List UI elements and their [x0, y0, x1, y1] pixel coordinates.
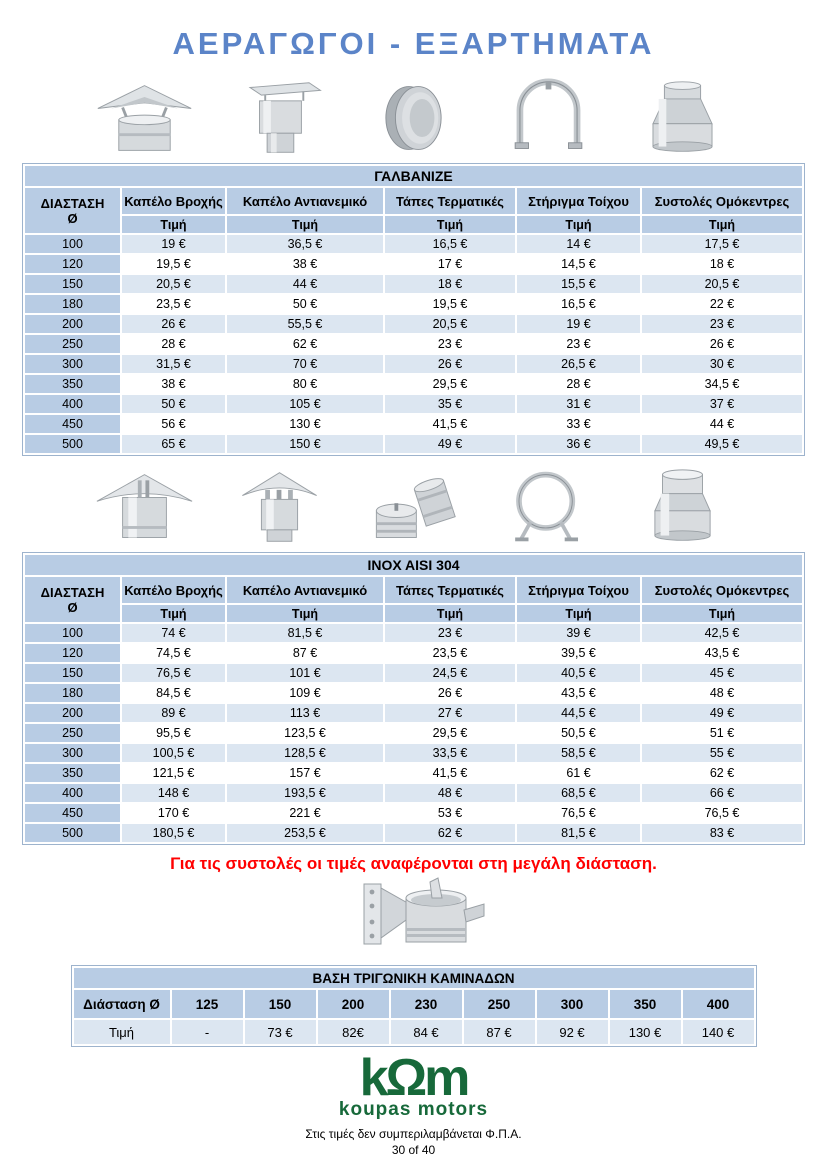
table-row: [25, 315, 802, 333]
price-cell: -: [172, 1020, 243, 1044]
size-cell: 200: [25, 704, 120, 722]
price-cell: 83 €: [642, 824, 802, 842]
table-row: [25, 684, 802, 702]
price-cell: 36 €: [517, 435, 640, 453]
price-cell: 180,5 €: [122, 824, 225, 842]
price-cell: 17,5 €: [642, 235, 802, 253]
price-cell: 66 €: [642, 784, 802, 802]
page-number: 30 of 40: [391, 1143, 436, 1158]
price-cell: 29,5 €: [385, 724, 515, 742]
price-cell: 65 €: [122, 435, 225, 453]
vat-note: Στις τιμές δεν συμπεριλαμβάνεται Φ.Π.Α.: [305, 1127, 522, 1142]
size-cell: 500: [25, 824, 120, 842]
dimension-header: [25, 188, 120, 233]
koupas-motors-logo: [0, 1049, 827, 1121]
price-cell: 16,5 €: [517, 295, 640, 313]
price-cell: 23 €: [642, 315, 802, 333]
price-cell: 87 €: [227, 644, 383, 662]
dimension-header-line2: Ø: [67, 210, 78, 226]
price-label: Τιμή: [227, 216, 383, 233]
table-title: ΓΑΛΒΑΝΙΖΕ: [25, 166, 802, 186]
price-cell: 53 €: [385, 804, 515, 822]
wall-bracket-galvanized-image: [493, 74, 603, 158]
price-cell: 38 €: [227, 255, 383, 273]
price-cell: 100,5 €: [122, 744, 225, 762]
size-cell: 350: [25, 375, 120, 393]
column-header: Στήριγμα Τοίχου: [517, 577, 640, 603]
table-row: [25, 375, 802, 393]
price-cell: 18 €: [385, 275, 515, 293]
size-cell: 500: [25, 435, 120, 453]
price-cell: 29,5 €: [385, 375, 515, 393]
rain-cap-galvanized-image: [90, 74, 200, 158]
size-header: 200: [318, 990, 389, 1018]
size-cell: 450: [25, 804, 120, 822]
price-cell: 26,5 €: [517, 355, 640, 373]
size-cell: 180: [25, 684, 120, 702]
price-cell: 73 €: [245, 1020, 316, 1044]
price-cell: 221 €: [227, 804, 383, 822]
price-cell: 76,5 €: [642, 804, 802, 822]
table-row: [25, 824, 802, 842]
price-cell: 55 €: [642, 744, 802, 762]
price-cell: 23 €: [517, 335, 640, 353]
table-row: [25, 275, 802, 293]
size-header: 125: [172, 990, 243, 1018]
size-cell: 200: [25, 315, 120, 333]
price-cell: 140 €: [683, 1020, 754, 1044]
price-cell: 41,5 €: [385, 415, 515, 433]
column-header: Τάπες Τερματικές: [385, 188, 515, 214]
price-cell: 92 €: [537, 1020, 608, 1044]
size-cell: 300: [25, 744, 120, 762]
size-cell: 120: [25, 255, 120, 273]
price-cell: 56 €: [122, 415, 225, 433]
price-cell: 20,5 €: [385, 315, 515, 333]
price-cell: 26 €: [642, 335, 802, 353]
column-header: Καπέλο Αντιανεμικό: [227, 188, 383, 214]
price-cell: 19,5 €: [122, 255, 225, 273]
price-cell: 123,5 €: [227, 724, 383, 742]
dimension-header-line2: Ø: [67, 599, 78, 615]
price-cell: 20,5 €: [122, 275, 225, 293]
table-row: [25, 355, 802, 373]
price-label: Τιμή: [385, 216, 515, 233]
price-cell: 62 €: [227, 335, 383, 353]
price-cell: 38 €: [122, 375, 225, 393]
table-title: INOX AISI 304: [25, 555, 802, 575]
size-cell: 400: [25, 784, 120, 802]
price-cell: 76,5 €: [122, 664, 225, 682]
rain-cap-inox-image: [90, 463, 200, 547]
price-cell: 31,5 €: [122, 355, 225, 373]
price-cell: 34,5 €: [642, 375, 802, 393]
price-cell: 51 €: [642, 724, 802, 742]
logo-text: kΩm: [359, 1049, 468, 1107]
price-cell: 50,5 €: [517, 724, 640, 742]
table-row: [25, 395, 802, 413]
dimension-header-line1: ΔΙΑΣΤΑΣΗ: [40, 584, 105, 600]
size-cell: 100: [25, 624, 120, 642]
price-cell: 49 €: [385, 435, 515, 453]
table-row: [25, 804, 802, 822]
column-header: Συστολές Ομόκεντρες: [642, 577, 802, 603]
end-caps-inox-image: [359, 463, 469, 547]
price-cell: 19 €: [122, 235, 225, 253]
table-row: [25, 624, 802, 642]
price-cell: 44 €: [227, 275, 383, 293]
price-cell: 23,5 €: [122, 295, 225, 313]
price-cell: 82€: [318, 1020, 389, 1044]
wall-bracket-inox-image: [493, 463, 603, 547]
size-header: 350: [610, 990, 681, 1018]
price-cell: 45 €: [642, 664, 802, 682]
price-cell: 170 €: [122, 804, 225, 822]
price-cell: 113 €: [227, 704, 383, 722]
price-cell: 61 €: [517, 764, 640, 782]
price-label: Τιμή: [385, 605, 515, 622]
price-cell: 50 €: [227, 295, 383, 313]
size-cell: 250: [25, 335, 120, 353]
dimension-header-line1: ΔΙΑΣΤΑΣΗ: [40, 195, 105, 211]
price-cell: 101 €: [227, 664, 383, 682]
column-header: Καπέλο Βροχής: [122, 577, 225, 603]
price-cell: 19 €: [517, 315, 640, 333]
galvanize-price-table: [23, 164, 804, 455]
price-cell: 157 €: [227, 764, 383, 782]
price-cell: 62 €: [642, 764, 802, 782]
price-label: Τιμή: [642, 605, 802, 622]
price-label: Τιμή: [642, 216, 802, 233]
column-header: Συστολές Ομόκεντρες: [642, 188, 802, 214]
price-label: Τιμή: [74, 1020, 170, 1044]
price-cell: 23 €: [385, 335, 515, 353]
size-cell: 400: [25, 395, 120, 413]
price-cell: 26 €: [122, 315, 225, 333]
table-row: [25, 415, 802, 433]
size-cell: 150: [25, 664, 120, 682]
price-cell: 95,5 €: [122, 724, 225, 742]
price-cell: 70 €: [227, 355, 383, 373]
table-row: [25, 724, 802, 742]
table-row: [25, 644, 802, 662]
table-row: [25, 235, 802, 253]
price-cell: 121,5 €: [122, 764, 225, 782]
price-cell: 27 €: [385, 704, 515, 722]
price-cell: 44 €: [642, 415, 802, 433]
size-header: 400: [683, 990, 754, 1018]
price-cell: 28 €: [517, 375, 640, 393]
price-cell: 55,5 €: [227, 315, 383, 333]
table-row: [25, 295, 802, 313]
page-title: ΑΕΡΑΓΩΓΟΙ - ΕΞΑΡΤΗΜΑΤΑ: [172, 26, 655, 61]
price-cell: 84 €: [391, 1020, 462, 1044]
reducer-price-note: Για τις συστολές οι τιμές αναφέρονται στη μεγάλη διάσταση.: [170, 854, 657, 873]
table-row: [25, 744, 802, 762]
price-cell: 43,5 €: [517, 684, 640, 702]
price-label: Τιμή: [122, 216, 225, 233]
price-cell: 49,5 €: [642, 435, 802, 453]
price-cell: 28 €: [122, 335, 225, 353]
price-cell: 84,5 €: [122, 684, 225, 702]
price-cell: 58,5 €: [517, 744, 640, 762]
price-cell: 23,5 €: [385, 644, 515, 662]
price-cell: 26 €: [385, 684, 515, 702]
price-cell: 128,5 €: [227, 744, 383, 762]
price-cell: 43,5 €: [642, 644, 802, 662]
price-cell: 40,5 €: [517, 664, 640, 682]
dimension-header: [25, 577, 120, 622]
price-cell: 24,5 €: [385, 664, 515, 682]
price-cell: 150 €: [227, 435, 383, 453]
column-header: Καπέλο Βροχής: [122, 188, 225, 214]
triangular-base-table: [72, 966, 756, 1046]
anti-wind-cap-galvanized-image: [224, 74, 334, 158]
triangular-chimney-base-image: [0, 876, 827, 962]
price-cell: 14 €: [517, 235, 640, 253]
size-header: 250: [464, 990, 535, 1018]
price-cell: 41,5 €: [385, 764, 515, 782]
table-row: [25, 664, 802, 682]
price-label: Τιμή: [517, 216, 640, 233]
concentric-reducer-galvanized-image: [628, 74, 738, 158]
price-cell: 39 €: [517, 624, 640, 642]
price-cell: 48 €: [642, 684, 802, 702]
price-cell: 17 €: [385, 255, 515, 273]
price-cell: 74,5 €: [122, 644, 225, 662]
price-cell: 109 €: [227, 684, 383, 702]
price-cell: 62 €: [385, 824, 515, 842]
price-cell: 36,5 €: [227, 235, 383, 253]
product-images-row-galvanize: [90, 74, 738, 158]
price-cell: 44,5 €: [517, 704, 640, 722]
size-cell: 100: [25, 235, 120, 253]
price-cell: 35 €: [385, 395, 515, 413]
size-cell: 300: [25, 355, 120, 373]
price-cell: 48 €: [385, 784, 515, 802]
price-cell: 50 €: [122, 395, 225, 413]
price-cell: 193,5 €: [227, 784, 383, 802]
price-cell: 39,5 €: [517, 644, 640, 662]
concentric-reducer-inox-image: [628, 463, 738, 547]
table-row: [25, 764, 802, 782]
table-row: [25, 704, 802, 722]
table-row: [25, 335, 802, 353]
price-cell: 148 €: [122, 784, 225, 802]
price-cell: 68,5 €: [517, 784, 640, 802]
table-row: [25, 435, 802, 453]
price-cell: 15,5 €: [517, 275, 640, 293]
column-header: Καπέλο Αντιανεμικό: [227, 577, 383, 603]
price-cell: 130 €: [610, 1020, 681, 1044]
price-cell: 130 €: [227, 415, 383, 433]
size-cell: 250: [25, 724, 120, 742]
price-label: Τιμή: [122, 605, 225, 622]
price-cell: 20,5 €: [642, 275, 802, 293]
price-cell: 87 €: [464, 1020, 535, 1044]
price-cell: 42,5 €: [642, 624, 802, 642]
price-cell: 33 €: [517, 415, 640, 433]
table-title: ΒΑΣΗ ΤΡΙΓΩΝΙΚΗ ΚΑΜΙΝΑΔΩΝ: [74, 968, 754, 988]
price-cell: 80 €: [227, 375, 383, 393]
dimension-label: Διάσταση Ø: [74, 990, 170, 1018]
end-cap-galvanized-image: [359, 74, 469, 158]
price-cell: 16,5 €: [385, 235, 515, 253]
price-label: Τιμή: [227, 605, 383, 622]
price-cell: 22 €: [642, 295, 802, 313]
table-row: [25, 784, 802, 802]
price-cell: 31 €: [517, 395, 640, 413]
size-cell: 120: [25, 644, 120, 662]
inox-price-table: [23, 553, 804, 844]
price-cell: 19,5 €: [385, 295, 515, 313]
price-cell: 253,5 €: [227, 824, 383, 842]
price-cell: 14,5 €: [517, 255, 640, 273]
price-cell: 105 €: [227, 395, 383, 413]
price-cell: 18 €: [642, 255, 802, 273]
price-cell: 89 €: [122, 704, 225, 722]
price-cell: 23 €: [385, 624, 515, 642]
anti-wind-cap-inox-image: [224, 463, 334, 547]
size-cell: 450: [25, 415, 120, 433]
size-cell: 150: [25, 275, 120, 293]
size-header: 230: [391, 990, 462, 1018]
price-cell: 74 €: [122, 624, 225, 642]
size-header: 300: [537, 990, 608, 1018]
price-cell: 81,5 €: [227, 624, 383, 642]
size-cell: 350: [25, 764, 120, 782]
price-cell: 76,5 €: [517, 804, 640, 822]
size-cell: 180: [25, 295, 120, 313]
price-cell: 49 €: [642, 704, 802, 722]
logo-subtext: koupas motors: [338, 1099, 489, 1121]
price-cell: 33,5 €: [385, 744, 515, 762]
product-images-row-inox: [90, 463, 738, 547]
size-header: 150: [245, 990, 316, 1018]
column-header: Τάπες Τερματικές: [385, 577, 515, 603]
table-row: [25, 255, 802, 273]
column-header: Στήριγμα Τοίχου: [517, 188, 640, 214]
price-cell: 37 €: [642, 395, 802, 413]
price-cell: 26 €: [385, 355, 515, 373]
price-cell: 30 €: [642, 355, 802, 373]
price-label: Τιμή: [517, 605, 640, 622]
price-cell: 81,5 €: [517, 824, 640, 842]
